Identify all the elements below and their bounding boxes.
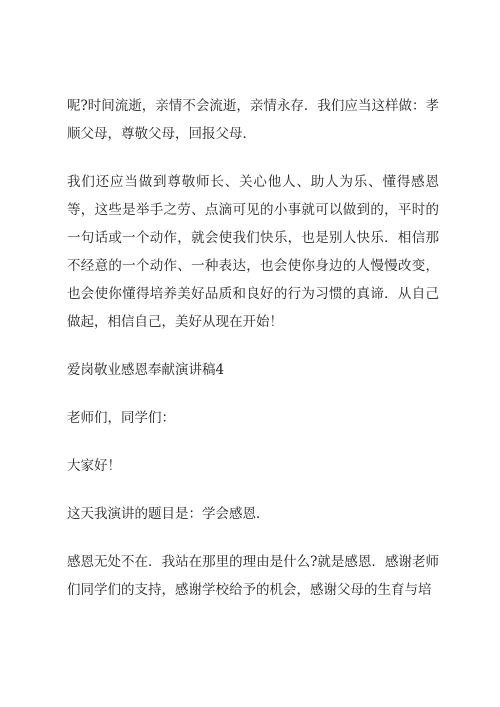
greeting: 大家好！ — [67, 458, 121, 474]
paragraph-family-duty: 呢?时间流逝，亲情不会流逝，亲情永存．我们应当这样做：孝顺父母，尊敬父母，回报父母． — [67, 98, 439, 142]
paragraph-spacer — [67, 384, 439, 404]
paragraph-spacer — [67, 480, 439, 500]
salutation: 老师们，同学们： — [67, 410, 175, 426]
paragraph-respect-teachers: 我们还应当做到尊敬师长、关心他人、助人为乐、懂得感恩等，这些是举手之劳、点滴可见的小事就可以做到的，平时的一句话或一个动作，就会使我们快乐，也是别人快乐．相信那不经意的一个动作、一种表达，也会使你身边的人慢慢改变，也会使你懂得培养美好品质和良好的行为习惯的真谛．从自己做起，相信自己，美好从现在开始！ — [67, 174, 439, 330]
speech-topic: 这天我演讲的题目是：学会感恩． — [67, 506, 270, 522]
document-body — [67, 92, 439, 604]
paragraph-spacer — [67, 432, 439, 452]
paragraph-gratitude: 感恩无处不在．我站在那里的理由是什么?就是感恩．感谢老师们同学们的支持，感谢学校给予的机会，感谢父母的生育与培 — [67, 554, 439, 598]
speech-title: 爱岗敬业感恩奉献演讲稿4 — [67, 362, 225, 378]
paragraph-spacer — [67, 148, 439, 168]
paragraph-spacer — [67, 336, 439, 356]
paragraph-spacer — [67, 528, 439, 548]
